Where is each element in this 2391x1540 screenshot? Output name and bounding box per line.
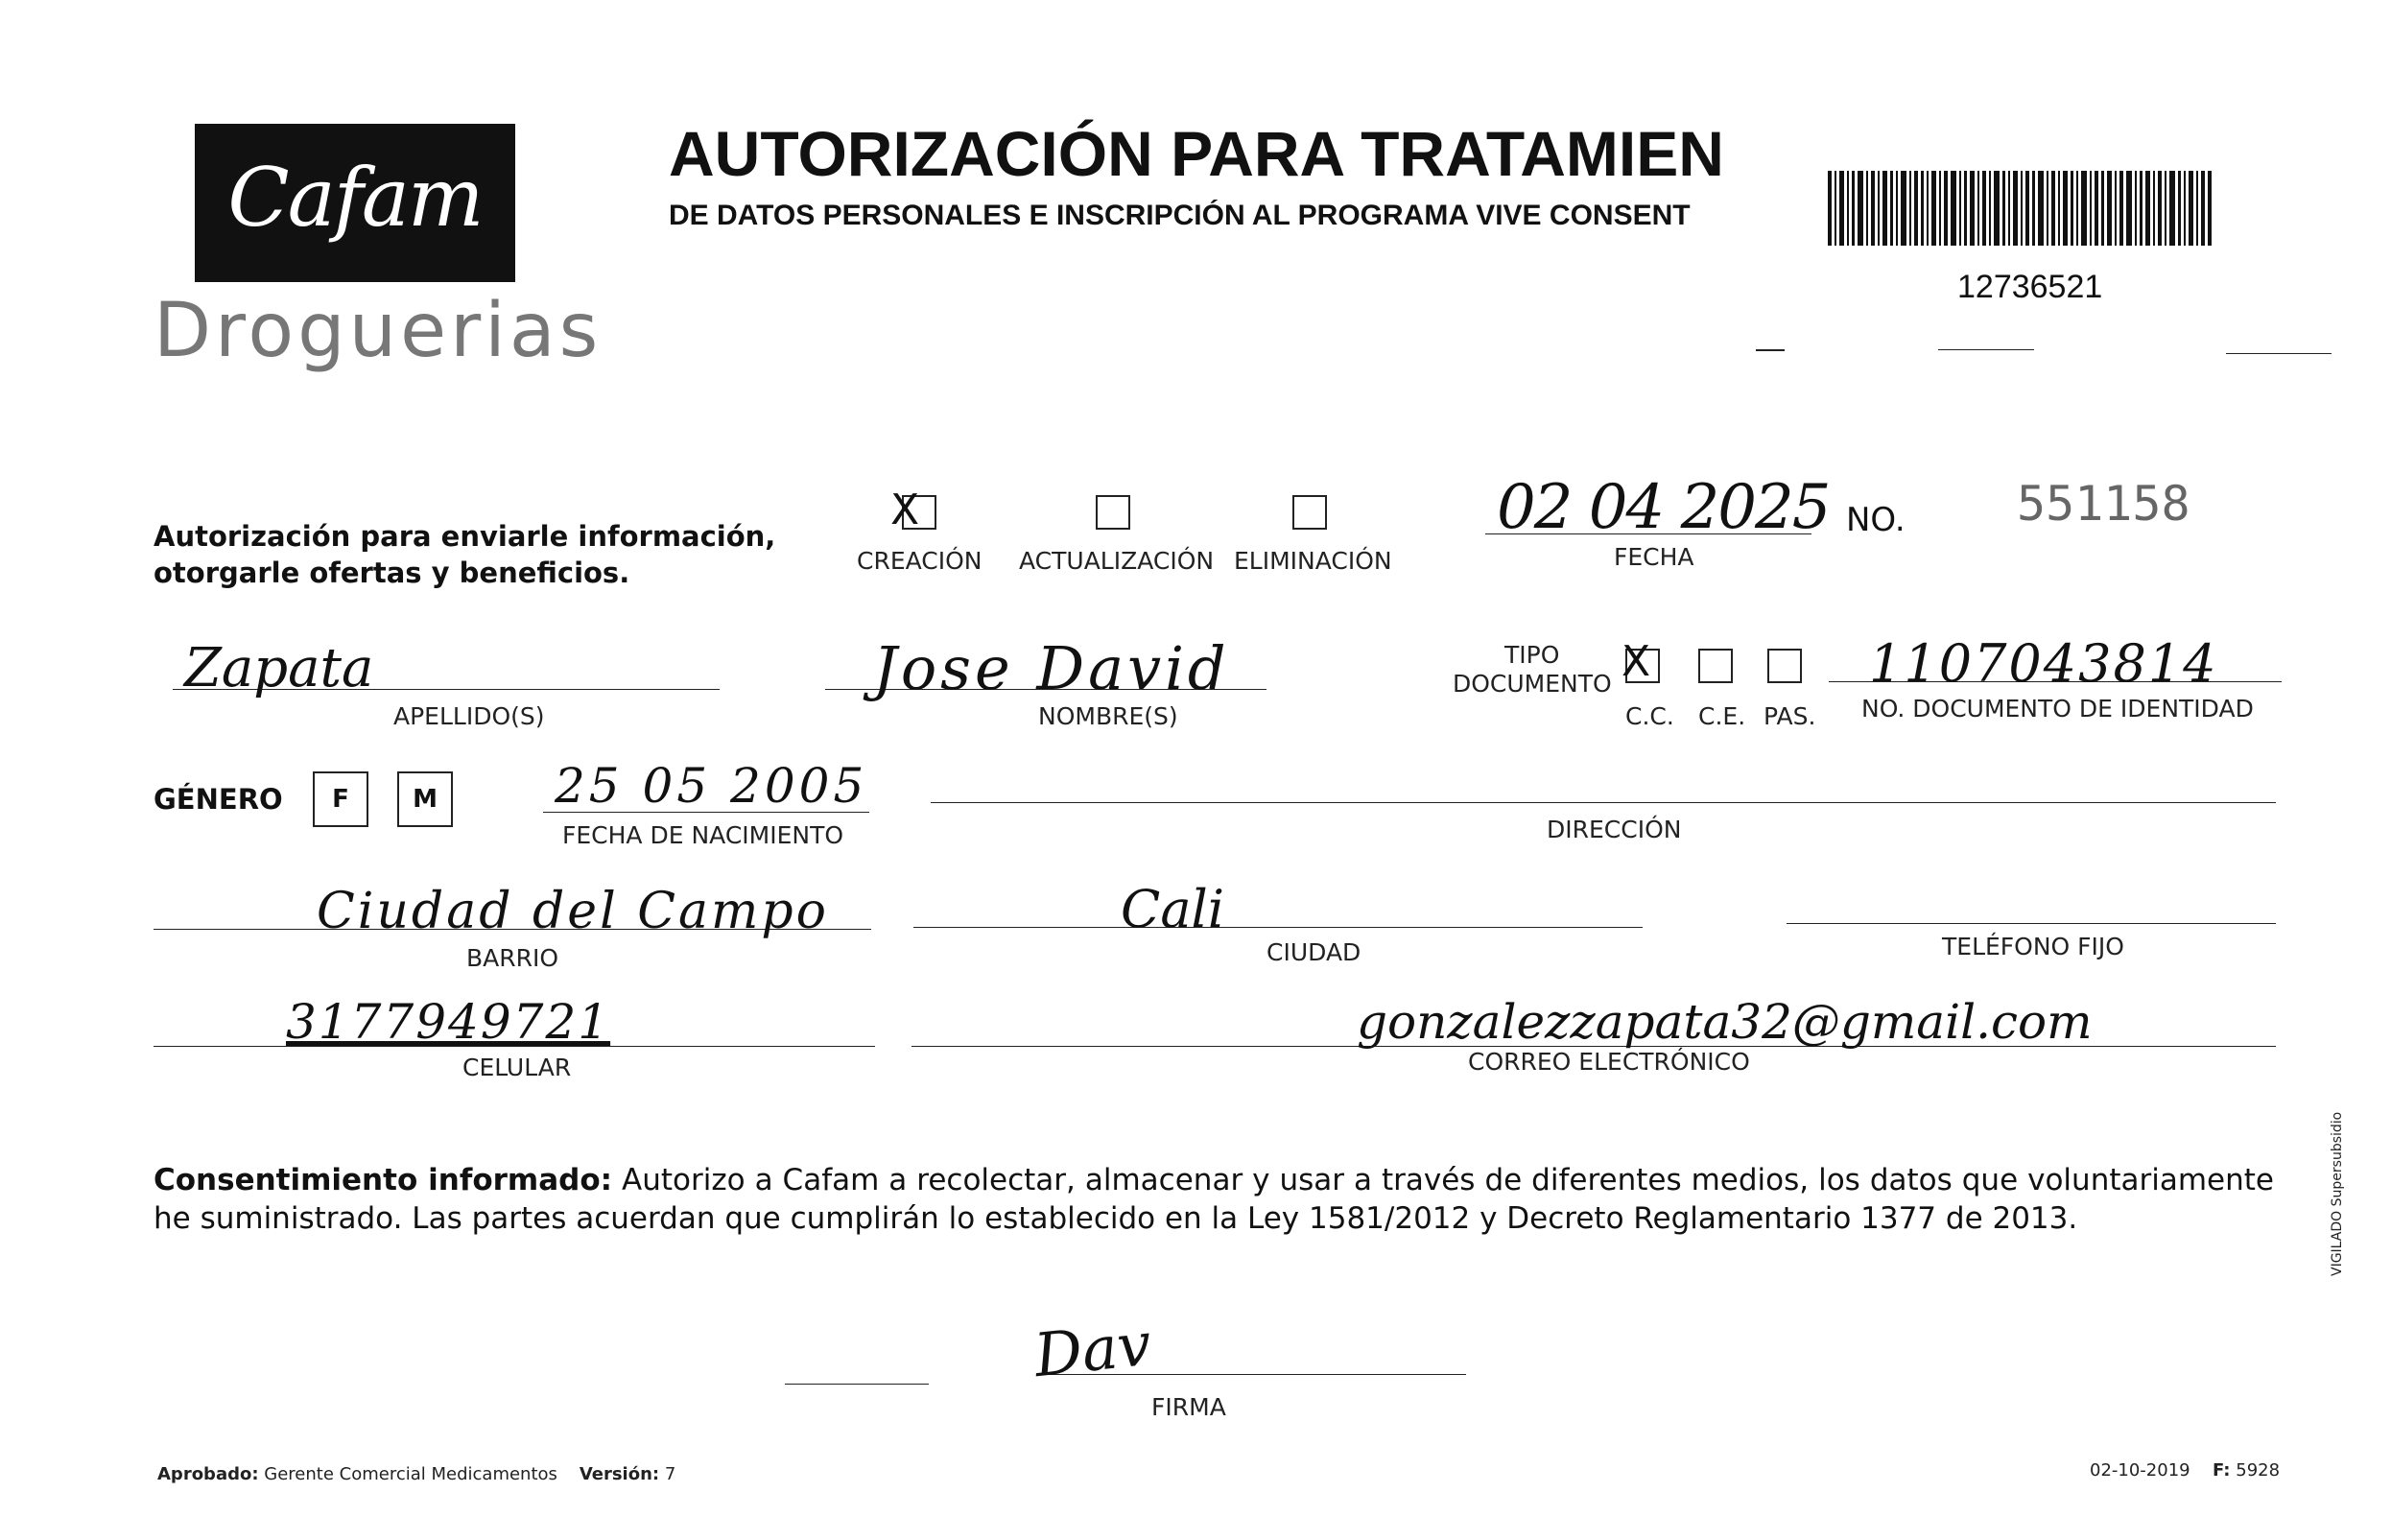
checkbox-eliminacion[interactable] — [1292, 495, 1327, 530]
creacion-x-mark: X — [890, 486, 920, 534]
name-label: NOMBRE(S) — [1038, 702, 1178, 730]
checkbox-pas[interactable] — [1767, 649, 1802, 683]
side-watermark: VIGILADO Supersubsidio — [2330, 1111, 2345, 1276]
phone-label: TELÉFONO FIJO — [1942, 933, 2124, 960]
number-label: NO. — [1846, 501, 1906, 539]
option-creacion-label: CREACIÓN — [857, 547, 982, 575]
logo-subtitle: Droguerias — [154, 288, 603, 374]
address-label: DIRECCIÓN — [1547, 816, 1682, 843]
date-label: FECHA — [1614, 543, 1694, 571]
gender-m-box[interactable]: M — [397, 771, 453, 827]
footer-approved — [157, 1464, 675, 1484]
approved-label: Aprobado: — [157, 1464, 259, 1484]
consent-paragraph — [154, 1161, 2274, 1238]
document-number-label: NO. DOCUMENTO DE IDENTIDAD — [1861, 695, 2254, 723]
email-label: CORREO ELECTRÓNICO — [1468, 1048, 1750, 1076]
form-value: 5928 — [2236, 1460, 2281, 1481]
logo-brand-text: Cafam — [227, 151, 483, 245]
mobile-value[interactable]: 3177949721 — [286, 994, 611, 1050]
surname-label: APELLIDO(S) — [393, 702, 545, 730]
doc-type-ce-label: C.E. — [1698, 702, 1746, 730]
footer-date: 02-10-2019 — [2090, 1460, 2190, 1481]
barrio-label: BARRIO — [466, 944, 559, 972]
option-eliminacion-label: ELIMINACIÓN — [1234, 547, 1392, 575]
form-subtitle: DE DATOS PERSONALES E INSCRIPCIÓN AL PROGRAMA VIVE CONSENT — [669, 200, 1691, 231]
authorization-text-line2: otorgarle ofertas y beneficios. — [154, 557, 630, 589]
surname-value[interactable]: Zapata — [184, 637, 374, 699]
form-number-value: 551158 — [2017, 476, 2190, 532]
signature-label: FIRMA — [1151, 1393, 1226, 1421]
checkbox-ce[interactable] — [1698, 649, 1733, 683]
email-value[interactable]: gonzalezzapata32@gmail.com — [1357, 994, 2093, 1050]
barcode — [1828, 171, 2212, 246]
date-value[interactable]: 02 04 2025 — [1497, 472, 1830, 543]
mobile-label: CELULAR — [462, 1054, 572, 1081]
gender-f-box[interactable]: F — [313, 771, 368, 827]
barcode-number: 12736521 — [1957, 269, 2103, 305]
cafam-logo — [195, 124, 515, 282]
authorization-text-line1: Autorización para enviarle información, — [154, 520, 776, 553]
consent-body: Autorizo a Cafam a recolectar, almacenar y usar a través de diferentes medios, los datos que voluntariamente he suministrado. Las partes acuerdan que cumplirán lo establecido en la Ley 1581/2012 y Decreto Reglamentario 1377 de 2013. — [154, 1163, 2274, 1236]
form-title: AUTORIZACIÓN PARA TRATAMIEN — [669, 118, 1724, 189]
city-label: CIUDAD — [1267, 938, 1361, 966]
version-label: Versión: — [579, 1464, 660, 1484]
cc-x-mark: X — [1622, 637, 1651, 686]
barrio-value[interactable]: Ciudad del Campo — [317, 883, 829, 940]
doc-type-cc-label: C.C. — [1625, 702, 1674, 730]
signature-value[interactable]: Dav — [1030, 1308, 1155, 1391]
approved-value: Gerente Comercial Medicamentos — [264, 1464, 557, 1484]
footer-form-number — [2213, 1460, 2280, 1481]
name-value[interactable]: Jose David — [873, 633, 1230, 703]
option-actualizacion-label: ACTUALIZACIÓN — [1019, 547, 1215, 575]
city-value[interactable]: Cali — [1121, 879, 1225, 939]
birth-date-label: FECHA DE NACIMIENTO — [562, 821, 844, 849]
consent-heading: Consentimiento informado: — [154, 1163, 613, 1197]
doc-type-pas-label: PAS. — [1764, 702, 1816, 730]
document-number-value[interactable]: 1107043814 — [1869, 633, 2218, 694]
gender-label: GÉNERO — [154, 783, 283, 816]
birth-date-value[interactable]: 25 05 2005 — [555, 758, 868, 814]
form-label: F: — [2213, 1460, 2231, 1481]
doc-type-label-1: TIPO — [1504, 641, 1560, 669]
doc-type-label-2: DOCUMENTO — [1453, 670, 1612, 698]
version-value: 7 — [664, 1464, 676, 1484]
checkbox-actualizacion[interactable] — [1096, 495, 1130, 530]
